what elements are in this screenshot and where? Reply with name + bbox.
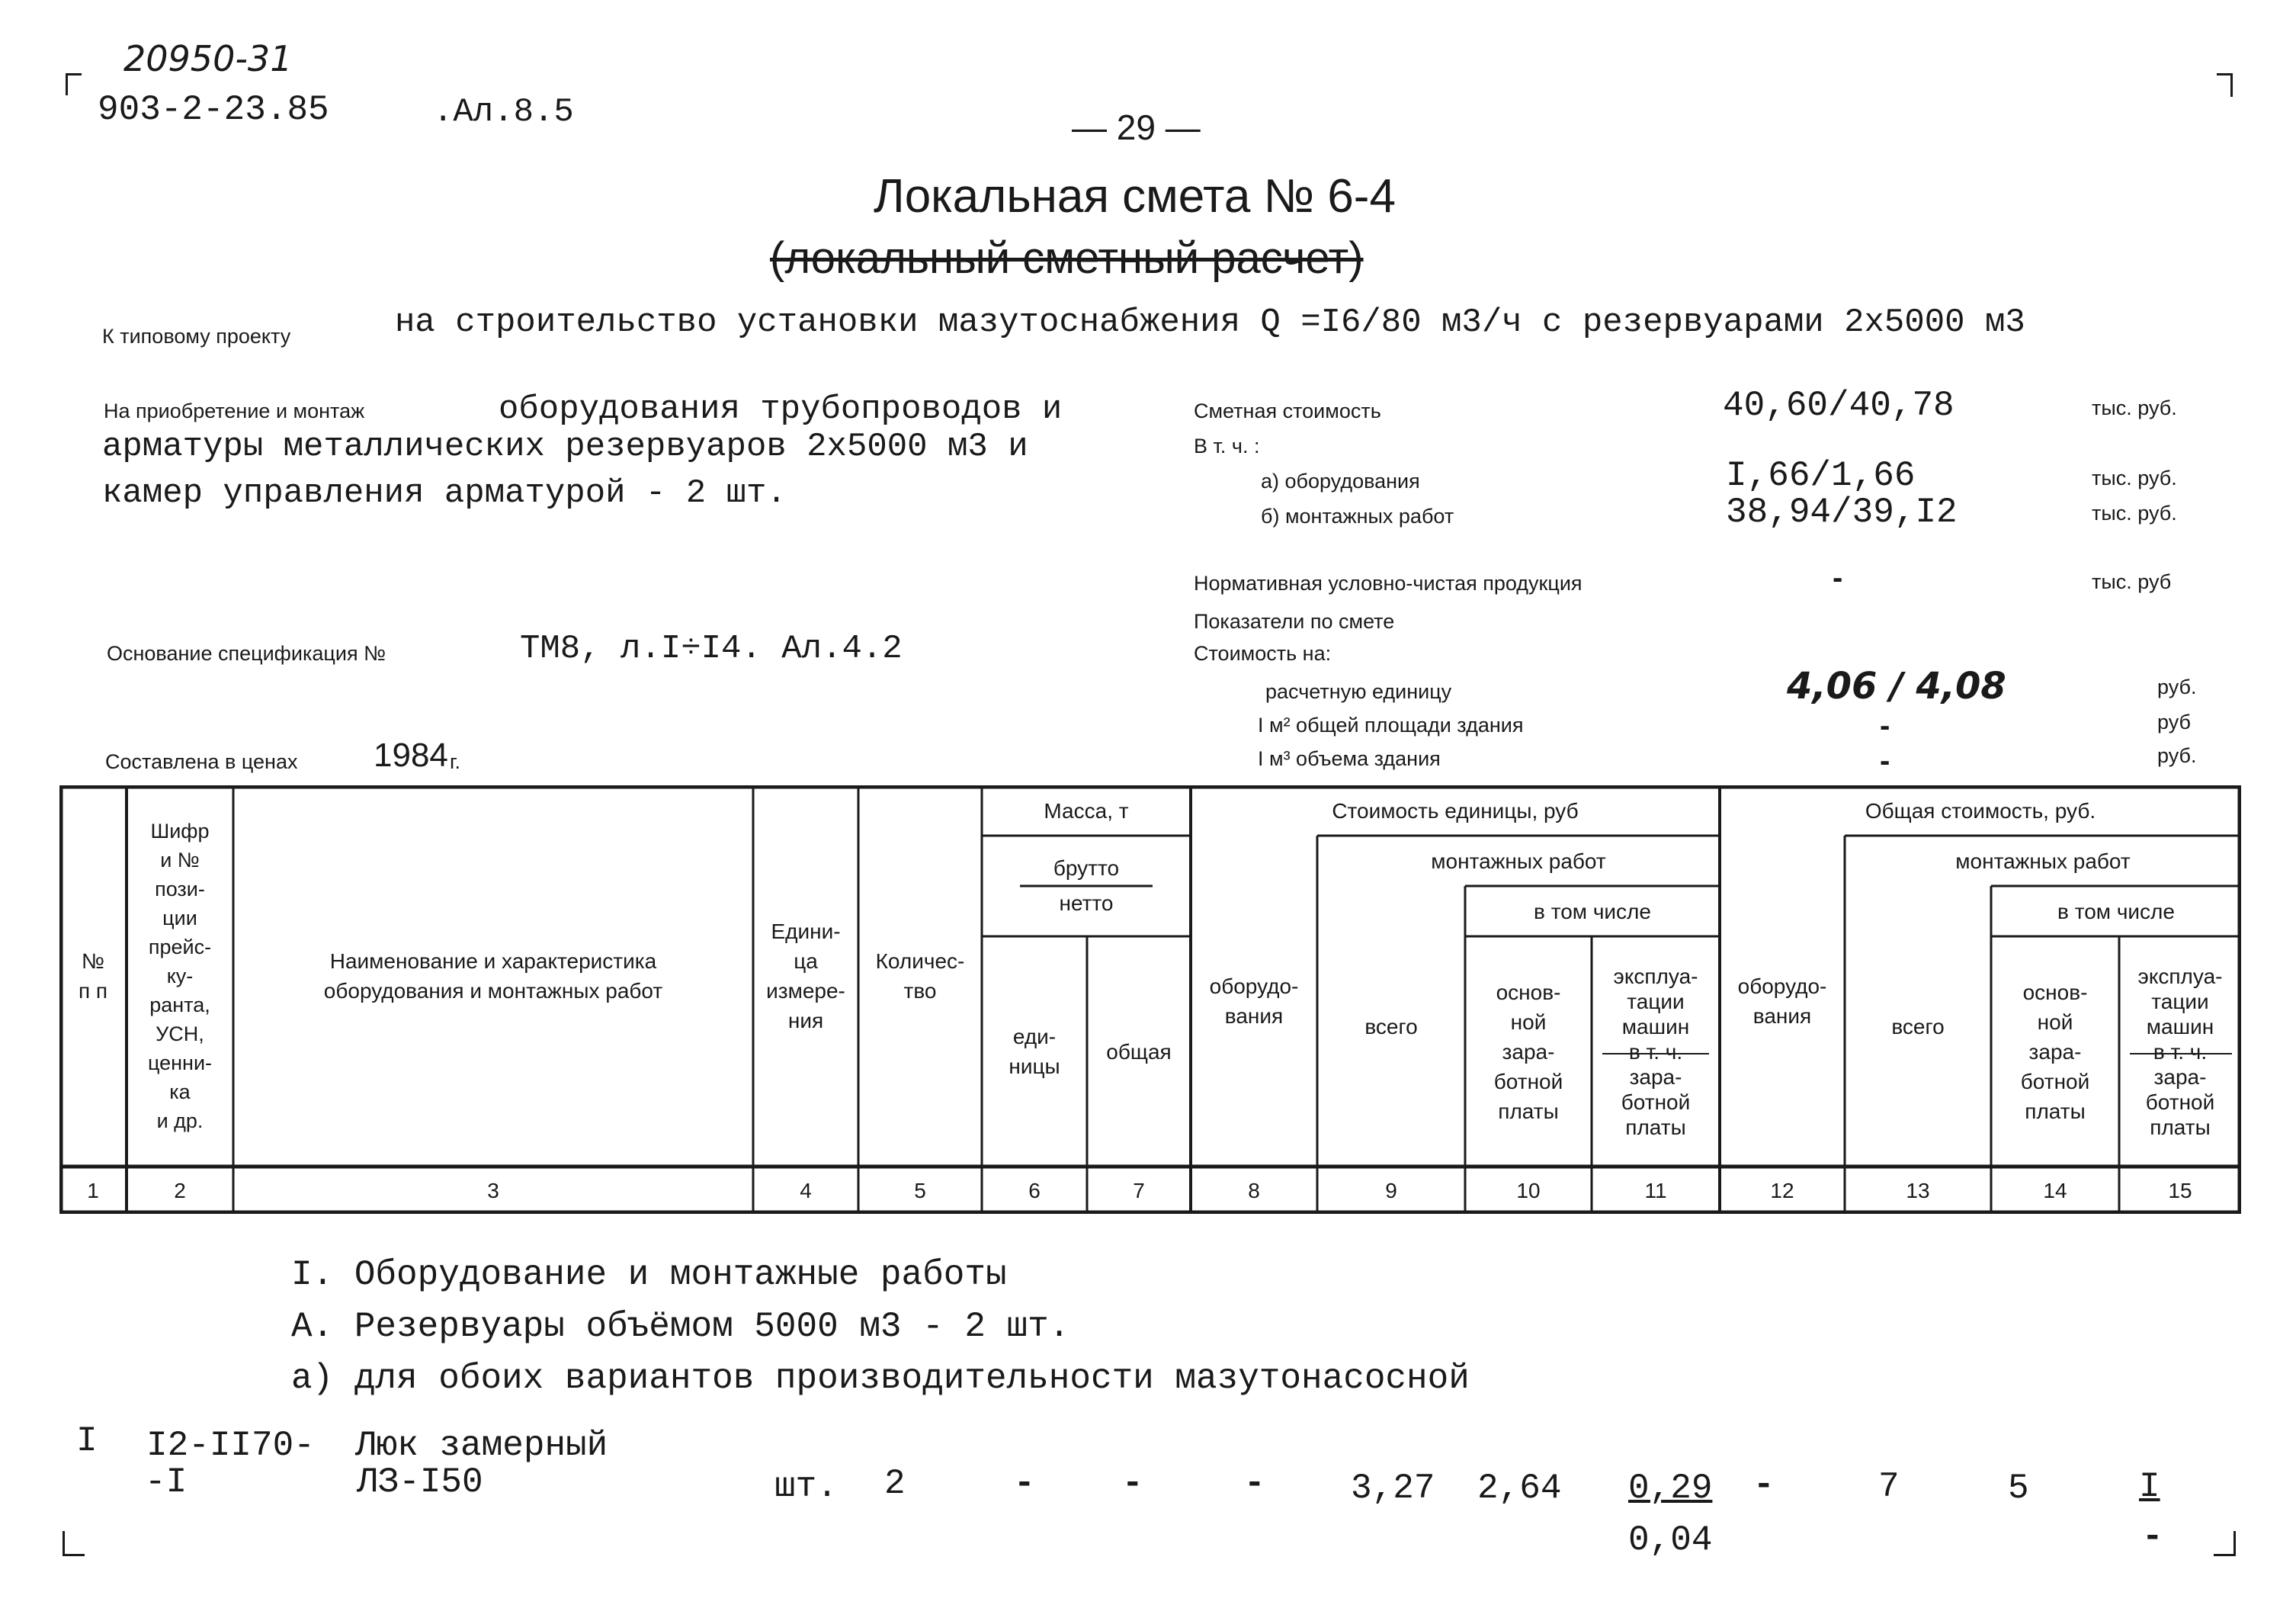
installation-cost-label: б) монтажных работ xyxy=(1261,505,1454,528)
col-number-13: 13 xyxy=(1906,1178,1930,1202)
col-number-11: 11 xyxy=(1644,1178,1667,1202)
row1-machines-wage-sum: - xyxy=(2142,1517,2163,1557)
purpose-line-3: камер управления арматурой - 2 шт. xyxy=(102,474,787,512)
row1-mass-unit: - xyxy=(1014,1464,1035,1504)
col-number-10: 10 xyxy=(1516,1178,1541,1202)
col-number-12: 12 xyxy=(1770,1178,1794,1202)
col-header-code: Шифр и № пози- ции прейс- ку- ранта, УСН, ценни- ка и др. xyxy=(147,820,213,1132)
col-number-3: 3 xyxy=(487,1178,499,1202)
row1-install-unit-total: 3,27 xyxy=(1351,1469,1435,1508)
per-m2-value: - xyxy=(1880,709,1890,743)
including-label: В т. ч. : xyxy=(1194,435,1260,457)
unit-cost-group-header: Стоимость единицы, руб xyxy=(1332,798,1579,823)
row1-quantity: 2 xyxy=(884,1464,906,1504)
estimate-table-header xyxy=(59,785,2241,1214)
col-number-1: 1 xyxy=(87,1178,99,1202)
purpose-label: На приобретение и монтаж xyxy=(104,400,365,422)
unit-install-group-header: монтажных работ xyxy=(1431,849,1606,873)
basis-label: Основание спецификация № xyxy=(107,642,386,665)
installation-cost-unit: тыс. руб. xyxy=(2092,502,2177,525)
page-number: — 29 — xyxy=(1072,108,1201,147)
page-title: Локальная смета № 6-4 xyxy=(874,170,1396,223)
indicators-label: Показатели по смете xyxy=(1194,610,1395,633)
col-number-8: 8 xyxy=(1248,1178,1260,1202)
row1-equipment-total: - xyxy=(1753,1465,1775,1505)
corner-mark-bottom-left xyxy=(63,1531,85,1556)
col-number-7: 7 xyxy=(1133,1178,1145,1202)
equipment-cost-unit: тыс. руб. xyxy=(2092,467,2177,490)
col-header-name: Наименование и характеристика оборудования и монтажных работ xyxy=(323,949,663,1003)
per-unit-unit: руб. xyxy=(2157,676,2197,698)
basis-value: ТМ8, л.I÷I4. Ал.4.2 xyxy=(520,630,903,668)
col-header-total-base-wage: основ- ной зара- ботной платы xyxy=(2020,980,2090,1123)
col-header-no: № п п xyxy=(78,949,108,1003)
subsection-heading: А. Резервуары объёмом 5000 м3 - 2 шт. xyxy=(291,1307,1070,1347)
row1-name-line-1: Люк замерный xyxy=(355,1426,608,1465)
normative-label: Нормативная условно-чистая продукция xyxy=(1194,572,1583,595)
archive-number: 20950-31 xyxy=(123,38,293,79)
equipment-cost-label: а) оборудования xyxy=(1261,470,1420,493)
total-incl-header: в том числе xyxy=(2057,899,2175,923)
row1-code-line-2: -I xyxy=(145,1462,188,1502)
purpose-line-1: оборудования трубопроводов и xyxy=(499,390,1063,429)
col-header-total-machines: эксплуа- тации машин в т. ч. зара- ботной платы xyxy=(2137,964,2223,1139)
mass-brutto-netto: брутто нетто xyxy=(1053,856,1120,915)
col-number-9: 9 xyxy=(1385,1178,1397,1202)
estimate-label: Сметная стоимость xyxy=(1194,400,1381,422)
col-header-unit-install-total: всего xyxy=(1364,1014,1418,1038)
col-number-4: 4 xyxy=(800,1178,812,1202)
per-unit-label: расчетную единицу xyxy=(1265,680,1452,703)
col-header-unit-machines: эксплуа- тации машин в т. ч. зара- ботной платы xyxy=(1613,964,1698,1139)
project-label: К типовому проекту xyxy=(102,325,291,348)
installation-cost-value: 38,94/39,I2 xyxy=(1726,493,1958,532)
total-install-group-header: монтажных работ xyxy=(1955,849,2131,873)
col-number-15: 15 xyxy=(2168,1178,2192,1202)
col-header-unit-base-wage: основ- ной зара- ботной платы xyxy=(1493,980,1563,1123)
row1-machines-sum: I xyxy=(2139,1467,2160,1507)
col-header-total-install: всего xyxy=(1891,1014,1945,1038)
unit-incl-header: в том числе xyxy=(1534,899,1651,923)
estimate-unit: тыс. руб. xyxy=(2092,396,2177,419)
cost-for-label: Стоимость на: xyxy=(1194,642,1332,665)
normative-unit: тыс. руб xyxy=(2092,570,2172,593)
col-number-2: 2 xyxy=(174,1178,186,1202)
row1-name-line-2: ЛЗ-I50 xyxy=(357,1462,483,1502)
row1-base-wage: 2,64 xyxy=(1477,1469,1562,1508)
row1-unit: шт. xyxy=(774,1467,838,1507)
subtitle-struck: (локальный сметный расчет) xyxy=(770,233,1364,283)
col-header-mass-unit: еди- ницы xyxy=(1009,1025,1060,1078)
col-header-total-equipment: оборудо- вания xyxy=(1737,974,1827,1028)
corner-mark-top-left xyxy=(66,73,82,95)
item-heading: а) для обоих вариантов производительности мазутонасосной xyxy=(291,1359,1470,1398)
row1-base-wage-sum: 5 xyxy=(2008,1469,2029,1508)
row1-machines: 0,29 xyxy=(1628,1469,1713,1508)
compiled-year: 1984 xyxy=(374,737,448,774)
per-m2-unit: руб xyxy=(2157,711,2191,733)
row1-number: I xyxy=(76,1421,98,1461)
estimate-value: 40,60/40,78 xyxy=(1723,386,1954,425)
per-m3-value: - xyxy=(1880,744,1890,778)
col-header-unit: Едини- ца измере- ния xyxy=(766,920,845,1032)
col-number-5: 5 xyxy=(914,1178,926,1202)
album-reference: .Ал.8.5 xyxy=(433,93,574,131)
per-m3-unit: руб. xyxy=(2157,744,2197,767)
col-header-qty: Количес- тво xyxy=(875,949,965,1003)
project-value: на строительство установки мазутоснабжения Q =I6/80 м3/ч с резервуарами 2х5000 м3 xyxy=(395,303,2025,342)
section-heading: I. Оборудование и монтажные работы xyxy=(291,1255,1007,1295)
corner-mark-top-right xyxy=(2217,73,2233,97)
compiled-label: Составлена в ценах xyxy=(105,750,298,773)
row1-equipment-unit-cost: - xyxy=(1244,1464,1265,1504)
purpose-line-2: арматуры металлических резервуаров 2х5000 м3 и xyxy=(102,428,1028,466)
row1-code-line-1: I2-II70- xyxy=(146,1426,315,1465)
normative-value: - xyxy=(1833,561,1843,595)
per-unit-value: 4,06 / 4,08 xyxy=(1787,665,2006,708)
col-header-mass-total: общая xyxy=(1106,1039,1172,1064)
equipment-cost-value: I,66/1,66 xyxy=(1726,456,1916,496)
col-header-unit-equipment: оборудо- вания xyxy=(1209,974,1299,1028)
row1-machines-wage: 0,04 xyxy=(1628,1520,1713,1560)
project-code: 903-2-23.85 xyxy=(98,90,329,130)
corner-mark-bottom-right xyxy=(2214,1531,2236,1556)
col-number-6: 6 xyxy=(1028,1178,1041,1202)
total-cost-group-header: Общая стоимость, руб. xyxy=(1865,798,2096,823)
mass-group-header: Масса, т xyxy=(1044,798,1129,823)
per-m3-label: I м³ объема здания xyxy=(1258,747,1441,770)
compiled-suffix: г. xyxy=(450,750,461,773)
row1-mass-total: - xyxy=(1122,1464,1143,1504)
col-number-14: 14 xyxy=(2043,1178,2067,1202)
per-m2-label: I м² общей площади здания xyxy=(1258,714,1524,737)
row1-install-total-sum: 7 xyxy=(1878,1467,1900,1507)
